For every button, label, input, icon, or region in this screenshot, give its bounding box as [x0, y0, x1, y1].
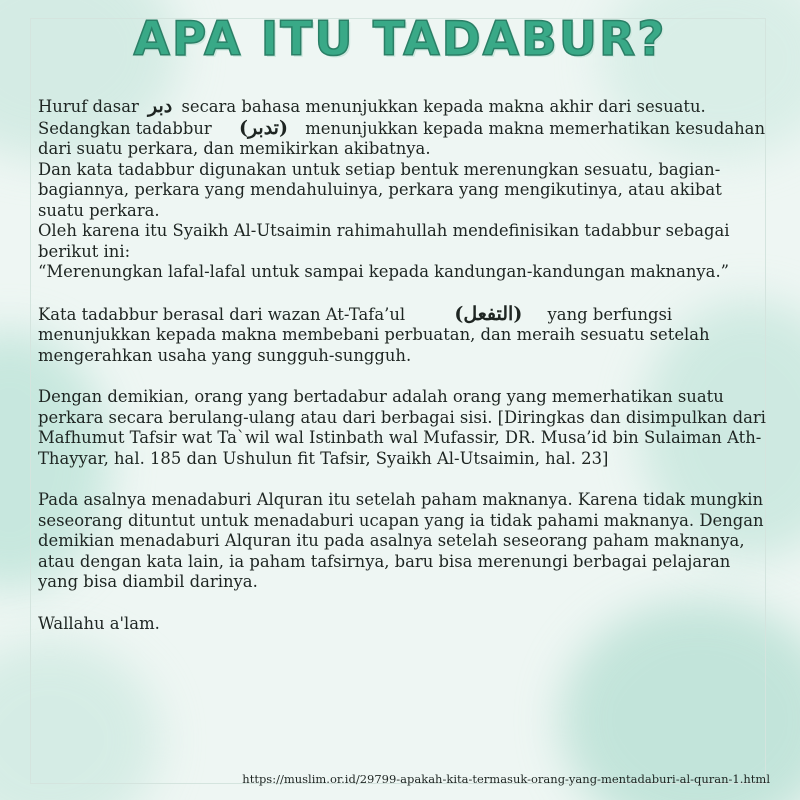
paragraph-gap — [38, 283, 768, 304]
arabic-term: (تدبر) — [238, 116, 288, 139]
paragraph-5: “Merenungkan lafal-lafal untuk sampai kepada kandungan-kandungan maknanya.” — [38, 262, 730, 281]
paragraph-8: Pada asalnya menadaburi Alquran itu setelah paham maknanya. Karena tidak mungkin seseorang dituntut untuk menadaburi ucapan yang ia tidak pahami maknanya. Dengan demikian menadaburi Alquran itu pada asalnya setelah seseorang paham maknanya, atau dengan kata lain, ia paham tafsirnya, baru bisa merenungi berbagai pelajaran yang bisa diambil darinya. — [38, 490, 764, 591]
article-body — [38, 96, 768, 634]
paragraph-gap — [38, 469, 768, 490]
page-title: APA ITU TADABUR? — [133, 12, 667, 67]
paragraph-2: Sedangkan tadabbur (تدبر) menunjukkan kepada makna memerhatikan kesudahan dari suatu perkara, dan memikirkan akibatnya. — [38, 116, 766, 158]
paragraph-4: Oleh karena itu Syaikh Al-Utsaimin rahimahullah mendefinisikan tadabbur sebagai berikut ini: — [38, 221, 730, 261]
paragraph-7: Dengan demikian, orang yang bertadabur adalah orang yang memerhatikan suatu perkara secara berulang-ulang atau dari berbagai sisi. [Diringkas dan disimpulkan dari Mafhumut Tafsir wat Ta`wil wal Istinbath wal Mufassir, DR. Musa’id bin Sulaiman Ath-Thayyar, hal. 185 dan Ushulun fit Tafsir, Syaikh Al-Utsaimin, hal. 23] — [38, 387, 766, 468]
arabic-term: دبر — [148, 95, 173, 117]
paragraph-1: Huruf dasar دبر secara bahasa menunjukkan kepada makna akhir dari sesuatu. — [38, 95, 706, 117]
paragraph-gap — [38, 593, 768, 614]
arabic-term: (التفعل) — [454, 302, 523, 325]
paragraph-3: Dan kata tadabbur digunakan untuk setiap bentuk merenungkan sesuatu, bagian-bagiannya, perkara yang mendahuluinya, perkara yang mengikutinya, atau akibat suatu perkara. — [38, 159, 722, 220]
source-link[interactable]: https://muslim.or.id/29799-apakah-kita-termasuk-orang-yang-mentadaburi-al-quran-1.html — [242, 772, 770, 786]
closing-line: Wallahu a'lam. — [38, 613, 160, 633]
paragraph-gap — [38, 366, 768, 387]
paragraph-6: Kata tadabbur berasal dari wazan At-Tafa’ul (التفعل) yang berfungsi menunjukkan kepada makna membebani perbuatan, dan meraih sesuatu setelah mengerahkan usaha yang sungguh-sungguh. — [38, 302, 710, 365]
